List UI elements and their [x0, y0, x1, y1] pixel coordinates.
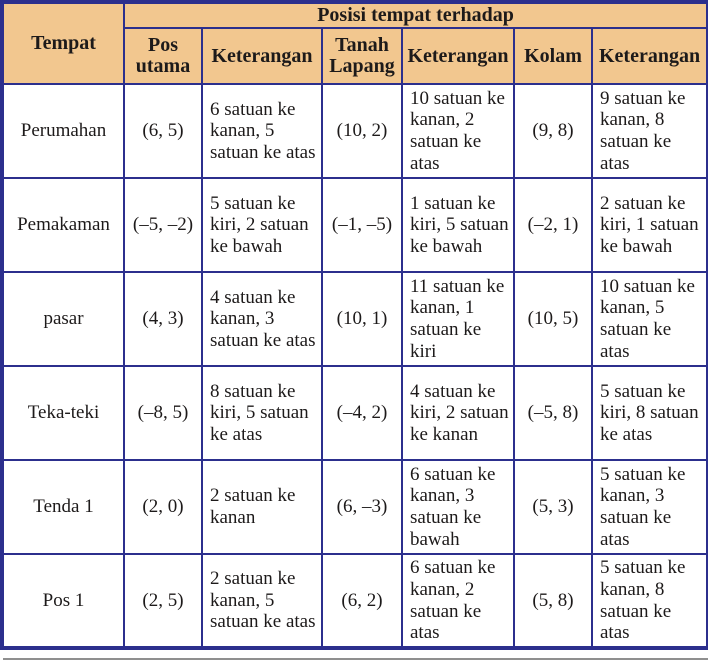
- description-cell: 5 satuan ke kanan, 8 satuan ke atas: [592, 554, 708, 648]
- coordinate-cell: (–5, –2): [124, 178, 202, 272]
- description-cell: 10 satuan ke kanan, 5 satuan ke atas: [592, 272, 708, 366]
- header-group-row: [2, 2, 708, 28]
- coordinate-cell: (10, 5): [514, 272, 592, 366]
- description-cell: 6 satuan ke kanan, 3 satuan ke bawah: [402, 460, 514, 554]
- description-cell: 9 satuan ke kanan, 8 satuan ke atas: [592, 84, 708, 178]
- place-name-cell: Perumahan: [2, 84, 124, 178]
- column-header-kolam: Kolam: [514, 28, 592, 84]
- table-body: [2, 84, 708, 648]
- place-name-cell: Tenda 1: [2, 460, 124, 554]
- coordinate-cell: (6, 5): [124, 84, 202, 178]
- description-cell: 1 satuan ke kiri, 5 satuan ke bawah: [402, 178, 514, 272]
- coordinate-cell: (–4, 2): [322, 366, 402, 460]
- place-name-cell: pasar: [2, 272, 124, 366]
- coordinate-cell: (–5, 8): [514, 366, 592, 460]
- coordinate-cell: (–1, –5): [322, 178, 402, 272]
- column-header-tanah-lapang: Tanah Lapang: [322, 28, 402, 84]
- coordinate-cell: (5, 8): [514, 554, 592, 648]
- description-cell: 11 satuan ke kanan, 1 satuan ke kiri: [402, 272, 514, 366]
- description-cell: 2 satuan ke kanan: [202, 460, 322, 554]
- table-row: [2, 84, 708, 178]
- description-cell: 8 satuan ke kiri, 5 satuan ke atas: [202, 366, 322, 460]
- place-name-cell: Pos 1: [2, 554, 124, 648]
- table-row: [2, 366, 708, 460]
- description-cell: 6 satuan ke kanan, 5 satuan ke atas: [202, 84, 322, 178]
- table-row: [2, 554, 708, 648]
- coordinate-cell: (4, 3): [124, 272, 202, 366]
- column-header-keterangan-1: Keterangan: [202, 28, 322, 84]
- coordinate-cell: (6, –3): [322, 460, 402, 554]
- description-cell: 4 satuan ke kanan, 3 satuan ke atas: [202, 272, 322, 366]
- description-cell: 2 satuan ke kiri, 1 satuan ke bawah: [592, 178, 708, 272]
- coordinate-cell: (5, 3): [514, 460, 592, 554]
- description-cell: 4 satuan ke kiri, 2 satuan ke kanan: [402, 366, 514, 460]
- place-name-cell: Pemakaman: [2, 178, 124, 272]
- description-cell: 10 satuan ke kanan, 2 satuan ke atas: [402, 84, 514, 178]
- coordinate-cell: (9, 8): [514, 84, 592, 178]
- description-cell: 5 satuan ke kiri, 2 satuan ke bawah: [202, 178, 322, 272]
- coordinate-cell: (6, 2): [322, 554, 402, 648]
- description-cell: 5 satuan ke kanan, 3 satuan ke atas: [592, 460, 708, 554]
- coordinate-cell: (2, 5): [124, 554, 202, 648]
- coordinate-cell: (–2, 1): [514, 178, 592, 272]
- coordinate-cell: (10, 1): [322, 272, 402, 366]
- column-header-keterangan-3: Keterangan: [592, 28, 708, 84]
- description-cell: 2 satuan ke kanan, 5 satuan ke atas: [202, 554, 322, 648]
- coordinate-cell: (2, 0): [124, 460, 202, 554]
- coordinate-cell: (–8, 5): [124, 366, 202, 460]
- description-cell: 5 satuan ke kiri, 8 satuan ke atas: [592, 366, 708, 460]
- column-header-keterangan-2: Keterangan: [402, 28, 514, 84]
- coordinate-cell: (10, 2): [322, 84, 402, 178]
- group-header-posisi: Posisi tempat terhadap: [124, 2, 708, 28]
- description-cell: 6 satuan ke kanan, 2 satuan ke atas: [402, 554, 514, 648]
- column-header-tempat: Tempat: [2, 2, 124, 84]
- column-header-pos-utama: Pos utama: [124, 28, 202, 84]
- place-name-cell: Teka-teki: [2, 366, 124, 460]
- table-row: [2, 178, 708, 272]
- table-row: [2, 272, 708, 366]
- table-row: [2, 460, 708, 554]
